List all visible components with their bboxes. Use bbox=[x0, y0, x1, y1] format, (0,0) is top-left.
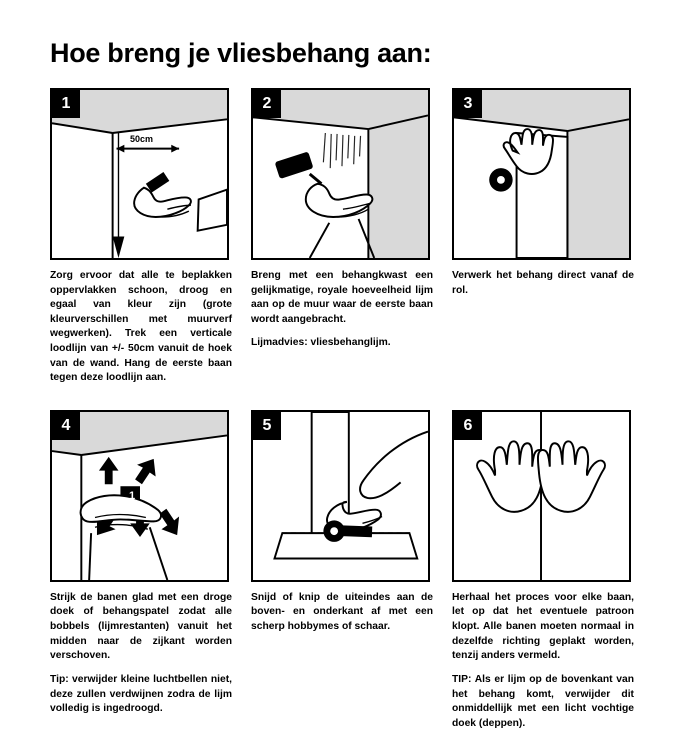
step-1-number: 1 bbox=[52, 90, 80, 118]
step-4-caption bbox=[50, 591, 232, 717]
steps-row-1 bbox=[50, 88, 654, 386]
step-6 bbox=[452, 410, 653, 731]
step-2-caption bbox=[251, 269, 433, 351]
step-3-caption bbox=[452, 269, 634, 298]
step-5-text-1: Snijd of knip de uiteindes aan de boven- en onderkant af met een scherp hobbymes of schaar. bbox=[251, 591, 433, 633]
step-6-number: 6 bbox=[454, 412, 482, 440]
step-5-number: 5 bbox=[253, 412, 281, 440]
step-4-text-1: Strijk de banen glad met een droge doek of behangspatel zodat alle bobbels (lijmrestanten) vanuit het midden naar de zijkant worden verschoven. bbox=[50, 591, 232, 662]
step-3-text-1: Verwerk het behang direct vanaf de rol. bbox=[452, 270, 634, 296]
step-5-caption bbox=[251, 591, 433, 635]
step-2-text-2: Lijmadvies: vliesbehanglijm. bbox=[251, 337, 391, 349]
step-1-measure-label: 50cm bbox=[130, 134, 154, 144]
step-6-text-1: Herhaal het proces voor elke baan, let op dat het eventuele patroon klopt. Alle banen moeten normaal in dezelfde richting geplakt worden, tenzij anders vermeld. bbox=[452, 591, 634, 662]
step-4-center-label: 1 bbox=[129, 489, 136, 502]
step-1 bbox=[50, 88, 251, 386]
step-3-number: 3 bbox=[454, 90, 482, 118]
step-2-illustration bbox=[251, 88, 430, 260]
step-4-text-2: Tip: verwijder kleine luchtbellen niet, deze zullen verdwijnen zodra de lijm volledig is ingedroogd. bbox=[50, 673, 232, 715]
step-6-text-2: TIP: Als er lijm op de bovenkant van het behang komt, verwijder dit onmiddellijk met een licht vochtige doek (deppen). bbox=[452, 673, 634, 729]
step-4-number: 4 bbox=[52, 412, 80, 440]
steps-grid bbox=[50, 88, 654, 731]
step-2-number: 2 bbox=[253, 90, 281, 118]
step-5-illustration bbox=[251, 410, 430, 582]
step-2-text-1: Breng met een behangkwast een gelijkmatige, royale hoeveelheid lijm aan op de muur waar de eerste baan wordt aangebracht. bbox=[251, 270, 433, 325]
step-5 bbox=[251, 410, 452, 731]
step-2 bbox=[251, 88, 452, 386]
step-3 bbox=[452, 88, 653, 386]
step-6-caption bbox=[452, 591, 634, 731]
step-1-text-1: Zorg ervoor dat alle te beplakken oppervlakken schoon, droog en egaal van kleur zijn (grote kleurverschillen met muurverf wegwerken). Trek een verticale loodlijn van +/- 50cm vanuit de hoek van de wand. Hang de eerste baan tegen deze loodlijn aan. bbox=[50, 270, 232, 384]
steps-row-2 bbox=[50, 410, 654, 731]
step-1-caption bbox=[50, 269, 232, 386]
step-3-illustration bbox=[452, 88, 631, 260]
step-1-illustration bbox=[50, 88, 229, 260]
step-4-illustration bbox=[50, 410, 229, 582]
step-6-illustration bbox=[452, 410, 631, 582]
page-title: Hoe breng je vliesbehang aan: bbox=[50, 38, 432, 68]
step-4 bbox=[50, 410, 251, 731]
